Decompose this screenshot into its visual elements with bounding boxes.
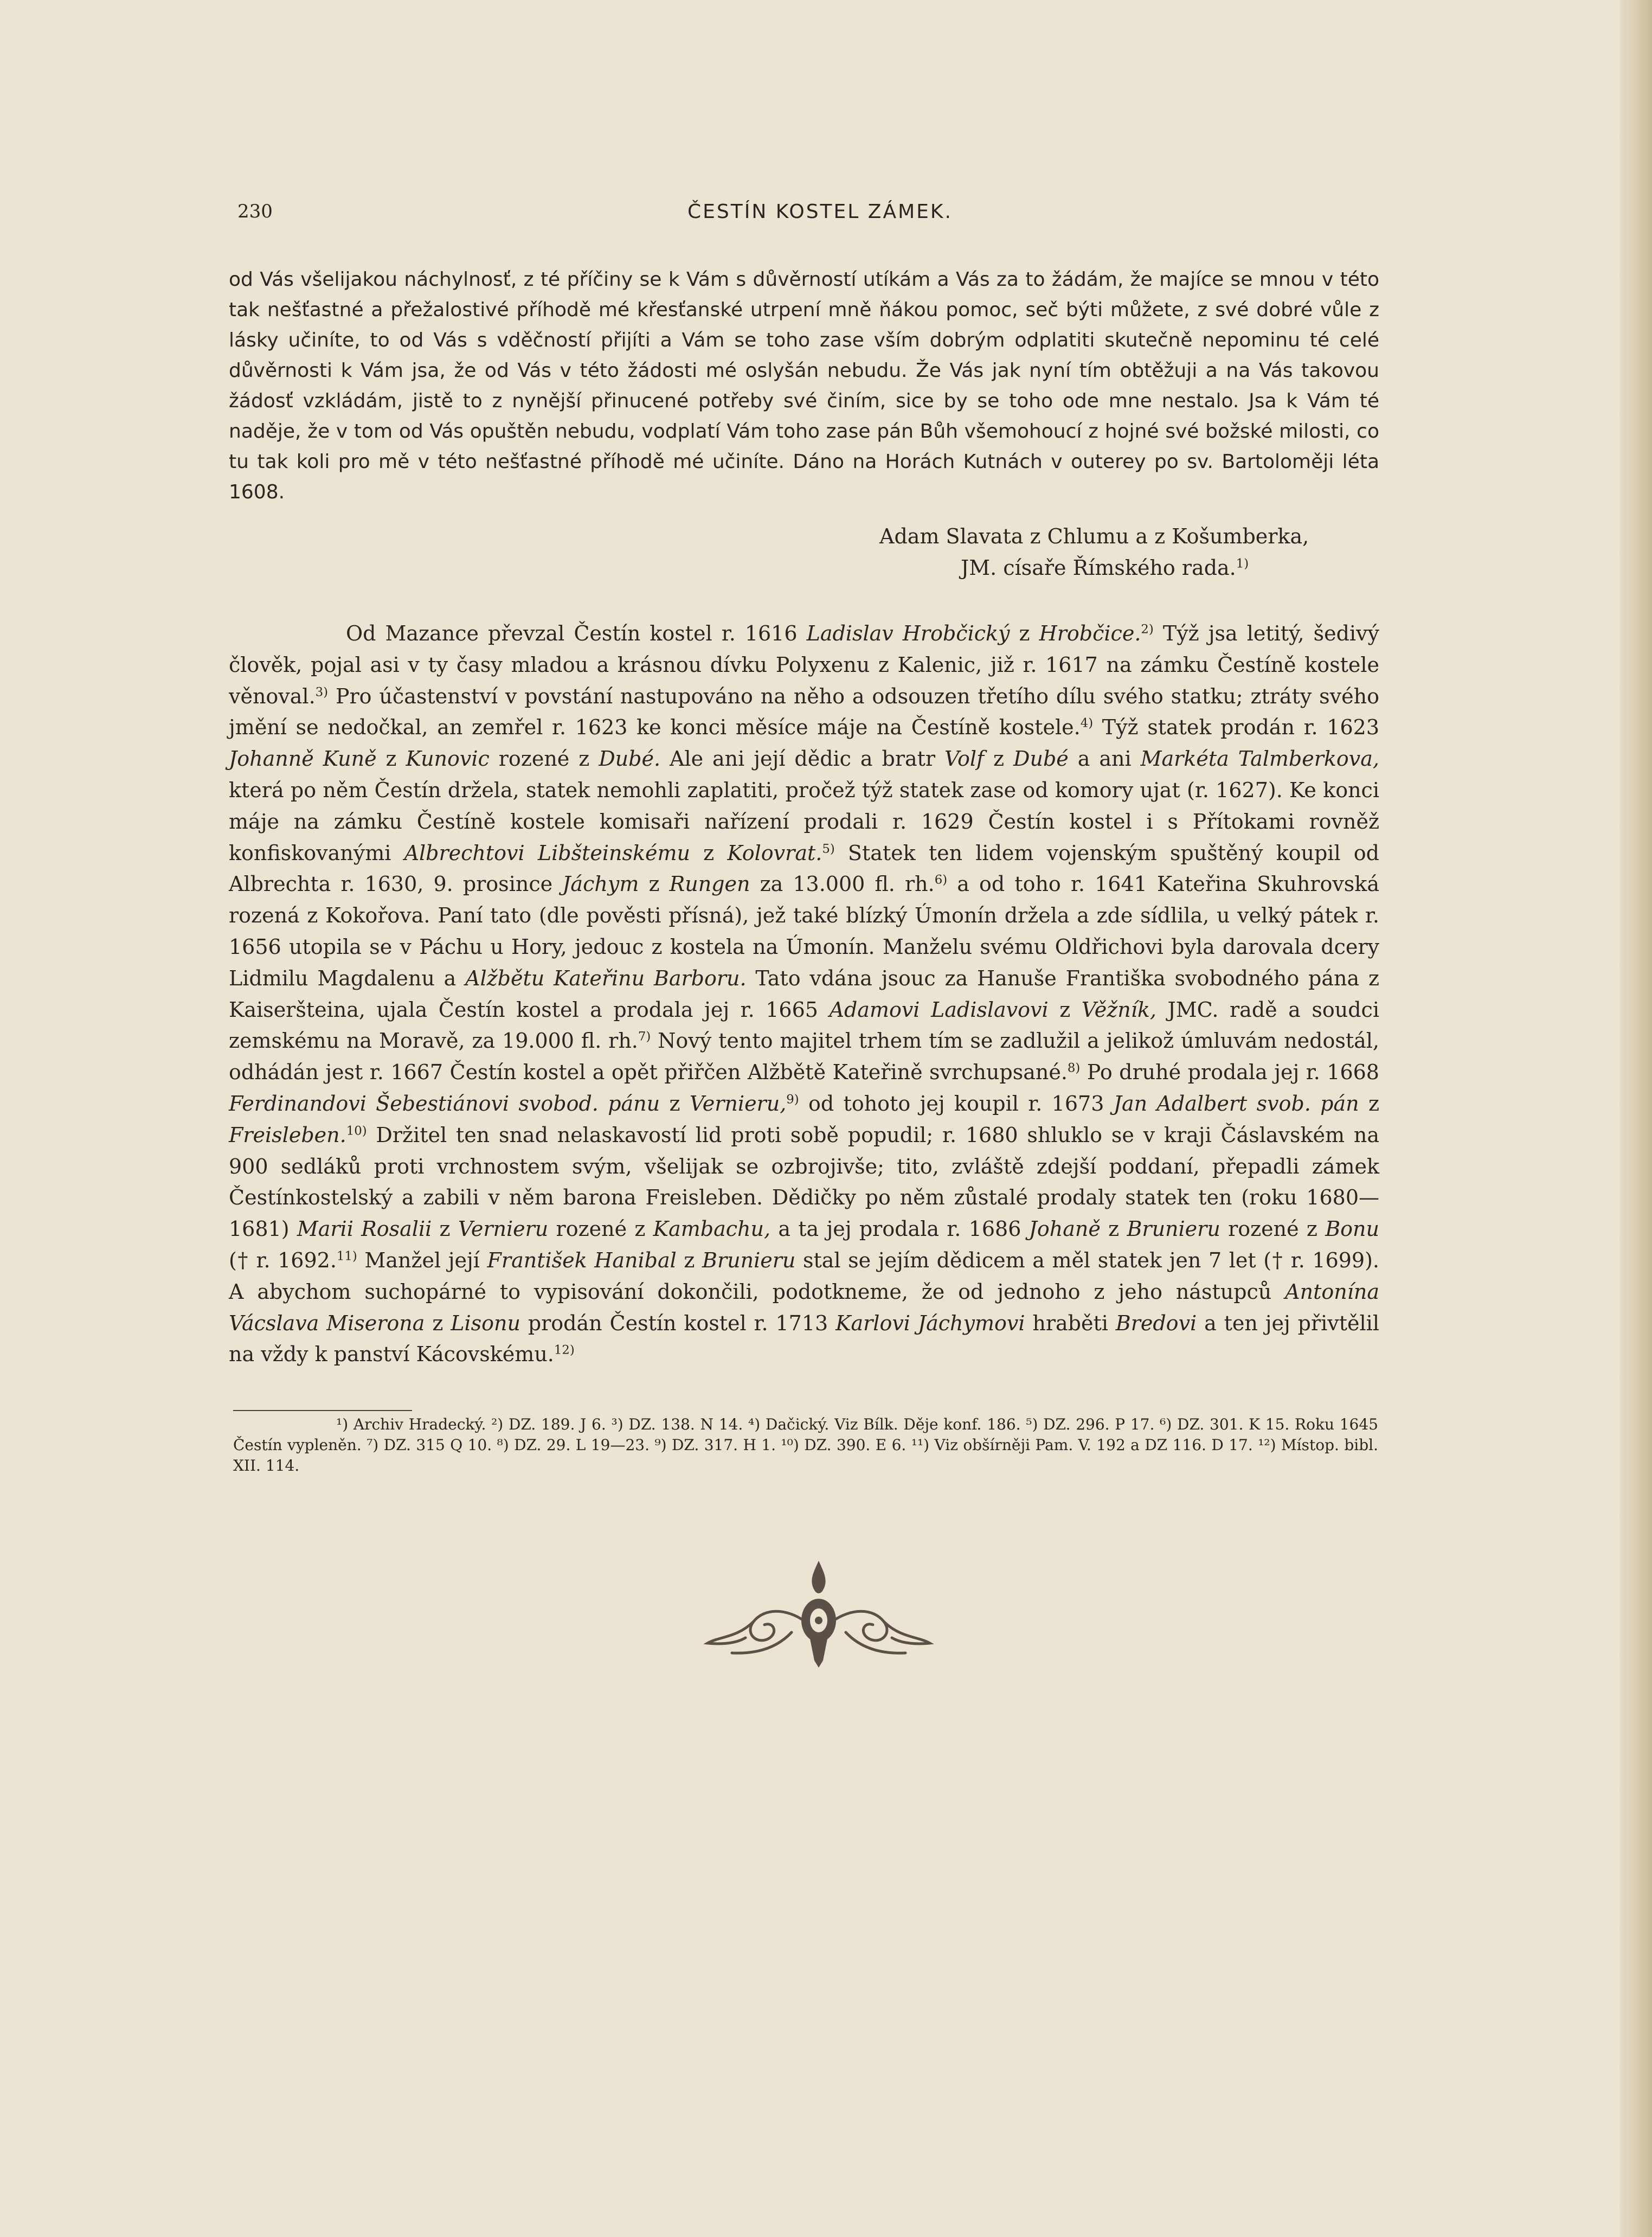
left-tendril bbox=[708, 1621, 754, 1644]
italic-name: Johaně bbox=[1029, 1217, 1101, 1241]
running-header bbox=[237, 201, 1376, 233]
text-run: a od toho r. 1641 Kateřina Skuhrovská rozená z Kokořova. Paní tato (dle pověsti přísná), jež také blízký Úmonín držela a zde sídlila, u velký pátek r. 1656 utopila se v Páchu u Hory, jedouc z kostela na Úmonín. Manželu svému Oldřichovi byla darovala dcery Lidmilu Magdalenu a bbox=[229, 872, 1379, 990]
italic-name: Dubé bbox=[1013, 747, 1069, 771]
footnote-ref: 2) bbox=[1141, 622, 1154, 637]
main-paragraph bbox=[229, 618, 1379, 1370]
italic-name: Věžník, bbox=[1081, 997, 1156, 1022]
text-run: z bbox=[1359, 1091, 1379, 1116]
footnote-ref: 7) bbox=[638, 1029, 651, 1044]
page-number: 230 bbox=[237, 201, 273, 222]
italic-name: Dubé. bbox=[599, 747, 661, 771]
signature-block bbox=[879, 521, 1422, 584]
running-title: ČESTÍN KOSTEL ZÁMEK. bbox=[687, 201, 953, 223]
footnote-rule bbox=[233, 1410, 412, 1411]
italic-name: Vernieru, bbox=[689, 1091, 787, 1116]
text-run: z bbox=[1048, 997, 1082, 1022]
italic-name: Vernieru bbox=[458, 1217, 549, 1241]
text-run: z bbox=[432, 1217, 458, 1241]
italic-name: František Hanibal bbox=[487, 1248, 677, 1272]
italic-name: Markéta Talmberkova, bbox=[1140, 747, 1380, 771]
text-run: z bbox=[425, 1311, 451, 1335]
text-run: od tohoto jej koupil r. 1673 bbox=[799, 1091, 1114, 1116]
signature-title-text: JM. císaře Římského rada. bbox=[961, 556, 1236, 580]
text-run: († r. 1692. bbox=[229, 1248, 337, 1272]
text-run: Držitel ten snad nelaskavostí lid proti sobě popudil; r. 1680 shluklo se v kraji Čáslavském na 900 sedláků proti vrchnostem svým, všelijak se ozbrojivše; tito, zvláště zdejší poddaní, přepadli zámek Čestínkostelský a zabili v něm barona Freisleben. Dědičky po něm zůstalé prodaly statek ten (roku 1680—1681) bbox=[229, 1123, 1379, 1241]
text-run: a ta jej prodala r. 1686 bbox=[770, 1217, 1029, 1241]
footnote-ref: 12) bbox=[554, 1343, 575, 1357]
italic-name: Karlovi Jáchymovi bbox=[835, 1311, 1025, 1335]
italic-name: Alžbětu Kateřinu Barboru. bbox=[465, 966, 747, 990]
right-tendril bbox=[884, 1621, 930, 1644]
italic-name: Ferdinandovi Šebestiánovi svobod. pánu bbox=[229, 1091, 660, 1116]
cartouche-boss bbox=[815, 1617, 822, 1624]
text-run: z bbox=[660, 1091, 690, 1116]
footnote-ref: 5) bbox=[822, 841, 835, 856]
text-run: Týž jsa letitý, šedivý člověk, pojal asi v ty časy mladou a krásnou dívku Polyxenu z Kalenic, již r. 1617 na zámku Čestíně kostele věnoval. bbox=[229, 621, 1379, 708]
footnote-ref: 11) bbox=[336, 1249, 357, 1264]
text-run: rozené z bbox=[1220, 1217, 1326, 1241]
footnote-ref: 6) bbox=[934, 873, 948, 887]
italic-name: Kambachu, bbox=[653, 1217, 771, 1241]
text-run: Tato vdána jsouc za Hanuše Františka svobodného pána z Kaiseršteina, ujala Čestín kostel a prodala jej r. 1665 bbox=[229, 966, 1379, 1022]
italic-name: Adamovi Ladislavovi bbox=[829, 997, 1049, 1022]
text-run: z bbox=[1010, 621, 1039, 645]
footnote-ref: 4) bbox=[1080, 716, 1094, 730]
text-run: stal se jejím dědicem a měl statek jen 7 let († r. 1699). A abychom suchopárné to vypisování dokončili, podotkneme, že od jednoho z jeho nástupců bbox=[229, 1248, 1379, 1304]
text-run: z bbox=[1100, 1217, 1127, 1241]
text-run: rozené z bbox=[489, 747, 599, 771]
text-run: z bbox=[376, 747, 406, 771]
text-run: Statek ten lidem vojenským spuštěný koupil od Albrechta r. 1630, 9. prosince bbox=[229, 841, 1380, 896]
italic-name: Marii Rosalii bbox=[297, 1217, 432, 1241]
crown-flame bbox=[812, 1561, 825, 1593]
pendant-drop bbox=[810, 1639, 827, 1668]
letter-text: od Vás všelijakou náchylnosť, z té příčiny se k Vám s důvěrností utíkám a Vás za to žádám, že majíce se mnou v této tak nešťastné a přežalostivé příhodě mé křesťanské utrpení mně ňákou pomoc, seč býti můžete, z své dobré vůle z lásky učiníte, to od Vás s vděčností přijíti a Vám se toho zase vším dobrým odplatiti skutečně nepominu té celé důvěrnosti k Vám jsa, že od Vás v této žádosti mé oslyšán nebudu. Že Vás jak nyní tím obtěžuji a na Vás takovou žádosť vzkládám, jistě to z nynější přinucené potřeby své činím, sice by se toho ode mne nestalo. Jsa k Vám té naděje, že v tom od Vás opuštěn nebudu, vodplatí Vám toho zase pán Bůh všemohoucí z hojné své božské milosti, co tu tak koli pro mě v této nešťastné příhodě mé učiníte. Dáno na Horách Kutnách v outerey po sv. Bartoloměji léta 1608. bbox=[229, 268, 1379, 503]
text-run: Po druhé prodala jej r. 1668 bbox=[1080, 1060, 1379, 1085]
text-run: z bbox=[984, 747, 1014, 771]
text-run: za 13.000 fl. rh. bbox=[750, 872, 935, 896]
signature-title bbox=[879, 552, 1422, 584]
italic-name: Lisonu bbox=[451, 1311, 520, 1335]
right-leaf bbox=[846, 1632, 905, 1653]
left-leaf bbox=[732, 1632, 792, 1653]
text-run: Týž statek prodán r. 1623 bbox=[1093, 715, 1379, 740]
italic-name: Albrechtovi Libšteinskému bbox=[404, 841, 690, 865]
text-run: Ale ani její dědic a bratr bbox=[660, 747, 945, 771]
text-run: která po něm Čestín držela, statek nemohli zaplatiti, pročež týž statek zase od komory ujat (r. 1627). Ke konci máje na zámku Čestíně kostele komisaři nařízení prodali r. 1629 Čestín kostel i s Přítokami rovněž konfiskovanými bbox=[229, 778, 1379, 865]
italic-name: Brunieru bbox=[702, 1248, 796, 1272]
footnote-ref: 3) bbox=[315, 684, 329, 699]
footnote-ref: 9) bbox=[786, 1092, 799, 1107]
italic-name: Antonína Vácslava Miserona bbox=[229, 1279, 1379, 1335]
left-scroll bbox=[750, 1611, 805, 1640]
text-run: z bbox=[690, 841, 728, 865]
text-run: JMC. radě a soudci zemskému na Moravě, za 19.000 fl. rh. bbox=[229, 997, 1379, 1053]
italic-name: Kolovrat. bbox=[727, 841, 822, 865]
italic-name: Ladislav Hrobčický bbox=[806, 621, 1010, 645]
italic-name: Kunovic bbox=[406, 747, 490, 771]
italic-name: Volf bbox=[944, 747, 985, 771]
text-run: prodán Čestín kostel r. 1713 bbox=[520, 1311, 836, 1335]
footnote-ref: 8) bbox=[1067, 1061, 1081, 1075]
text-run: z bbox=[676, 1248, 703, 1272]
signature-name: Adam Slavata z Chlumu a z Košumberka, bbox=[879, 524, 1309, 548]
text-run: rozené z bbox=[548, 1217, 653, 1241]
text-run: Pro účastenství v povstání nastupováno na něho a odsouzen třetího dílu svého statku; ztráty svého jmění se nedočkal, an zemřel r. 1623 ke konci měsíce máje na Čestíně kostele. bbox=[229, 684, 1379, 740]
text-run: a ten jej přivtělil na vždy k panství Kácovskému. bbox=[229, 1311, 1379, 1367]
text-run: Od Mazance převzal Čestín kostel r. 1616 bbox=[346, 621, 807, 645]
italic-name: Rungen bbox=[669, 872, 750, 896]
footnotes: ¹) Archiv Hradecký. ²) DZ. 189. J 6. ³) DZ. 138. N 14. ⁴) Dačický. Viz Bílk. Děje konf. 186. ⁵) DZ. 296. P 17. ⁶) DZ. 301. K 15. Roku 1645 Čestín vypleněn. ⁷) DZ. 315 Q 10. ⁸) DZ. 29. L 19—23. ⁹) DZ. 317. H 1. ¹⁰) DZ. 390. E 6. ¹¹) Viz obšírněji Pam. V. 192 a DZ 116. D 17. ¹²) Místop. bibl. XII. 114. bbox=[233, 1415, 1378, 1475]
italic-name: Johanně Kuně bbox=[229, 747, 377, 771]
italic-name: Jan Adalbert svob. pán bbox=[1113, 1091, 1359, 1116]
right-scroll bbox=[832, 1611, 887, 1640]
footnote-ref: 10) bbox=[346, 1124, 367, 1138]
italic-name: Hrobčice. bbox=[1039, 621, 1141, 645]
text-run: z bbox=[639, 872, 670, 896]
italic-name: Freisleben. bbox=[229, 1123, 346, 1147]
italic-name: Bredovi bbox=[1115, 1311, 1197, 1335]
footnote-ref: 1) bbox=[1236, 556, 1249, 571]
text-run: Nový tento majitel trhem tím se zadlužil a jelikož úmluvám nedostál, odhádán jest r. 1667 Čestín kostel a opět přiřčen Alžbětě Kateřině svrchupsané. bbox=[229, 1029, 1379, 1085]
text-run: Manžel její bbox=[357, 1248, 487, 1272]
italic-name: Bonu bbox=[1325, 1217, 1379, 1241]
tailpiece-ornament bbox=[694, 1556, 943, 1670]
text-run: hraběti bbox=[1025, 1311, 1116, 1335]
italic-name: Brunieru bbox=[1127, 1217, 1220, 1241]
page-edge bbox=[1619, 0, 1652, 2237]
italic-name: Jáchym bbox=[562, 872, 639, 896]
text-run: a ani bbox=[1068, 747, 1141, 771]
